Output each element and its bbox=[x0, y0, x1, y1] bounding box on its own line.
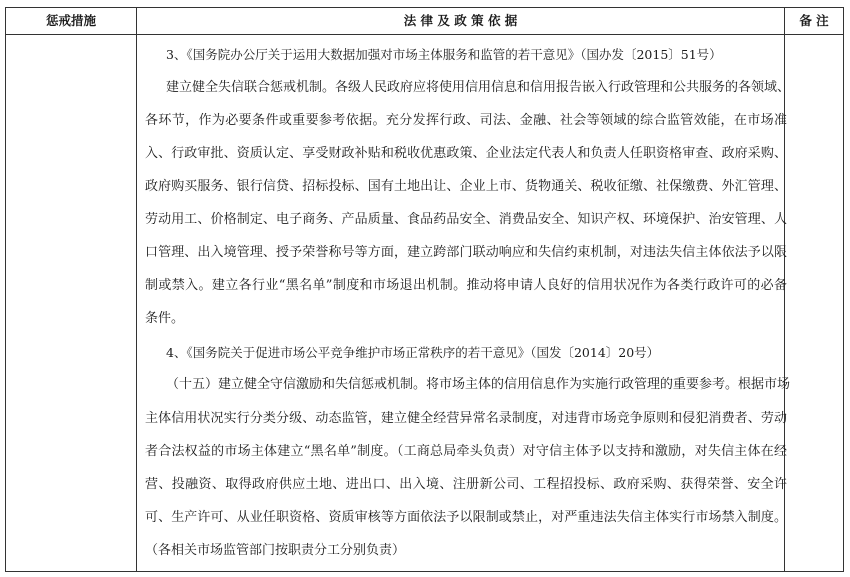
doc4-title: 4、《国务院关于促进市场公平竞争维护市场正常秩序的若干意见》（国发〔2014〕20号） bbox=[166, 345, 660, 360]
header-remarks: 备 注 bbox=[799, 13, 829, 28]
p1-line-4: 政府购买服务、银行信贷、招标投标、国有土地出让、企业上市、货物通关、税收征缴、社保缴费、外汇管理、 bbox=[145, 179, 787, 194]
p2-line-5: 可、生产许可、从业任职资格、资质审核等方面依法予以限制或禁止，对严重违法失信主体实行市场禁入制度。 bbox=[145, 510, 787, 525]
p2-line-3: 者合法权益的市场主体建立“黑名单”制度。（工商总局牵头负责）对守信主体予以支持和激励，对失信主体在经 bbox=[145, 444, 787, 459]
header-measures: 惩戒措施 bbox=[45, 13, 96, 28]
p1-line-7: 制或禁入。建立各行业“黑名单”制度和市场退出机制。推动将申请人良好的信用状况作为各类行政许可的必备 bbox=[145, 278, 787, 293]
header-divider bbox=[6, 34, 843, 35]
p2-line-6: （各相关市场监管部门按职责分工分别负责） bbox=[145, 543, 406, 558]
p1-line-5: 劳动用工、价格制定、电子商务、产品质量、食品药品安全、消费品安全、知识产权、环境保护、治安管理、人 bbox=[145, 212, 787, 227]
p2-line-2: 主体信用状况实行分类分级、动态监管，建立健全经营异常名录制度，对违背市场竞争原则和侵犯消费者、劳动 bbox=[145, 411, 787, 426]
header-basis: 法 律 及 政 策 依 据 bbox=[403, 13, 518, 28]
p1-line-6: 口管理、出入境管理、授予荣誉称号等方面，建立跨部门联动响应和失信约束机制，对违法失信主体依法予以限 bbox=[145, 245, 787, 260]
p2-line-1: （十五）建立健全守信激励和失信惩戒机制。将市场主体的信用信息作为实施行政管理的重要参考。根据市场 bbox=[166, 377, 791, 392]
regulation-table bbox=[5, 7, 844, 572]
p1-line-8: 条件。 bbox=[145, 311, 185, 326]
p2-line-4: 营、投融资、取得政府供应土地、进出口、出入境、注册新公司、工程招投标、政府采购、获得荣誉、安全许 bbox=[145, 477, 787, 492]
p1-line-2: 各环节，作为必要条件或重要参考依据。充分发挥行政、司法、金融、社会等领域的综合监管效能，在市场准 bbox=[145, 113, 787, 128]
p1-line-1: 建立健全失信联合惩戒机制。各级人民政府应将使用信用信息和信用报告嵌入行政管理和公共服务的各领域、 bbox=[166, 80, 791, 95]
doc3-title: 3、《国务院办公厅关于运用大数据加强对市场主体服务和监管的若干意见》（国办发〔2015〕51号） bbox=[166, 47, 722, 62]
column-divider-1 bbox=[136, 8, 137, 571]
p1-line-3: 入、行政审批、资质认定、享受财政补贴和税收优惠政策、企业法定代表人和负责人任职资格审查、政府采购、 bbox=[145, 146, 787, 161]
